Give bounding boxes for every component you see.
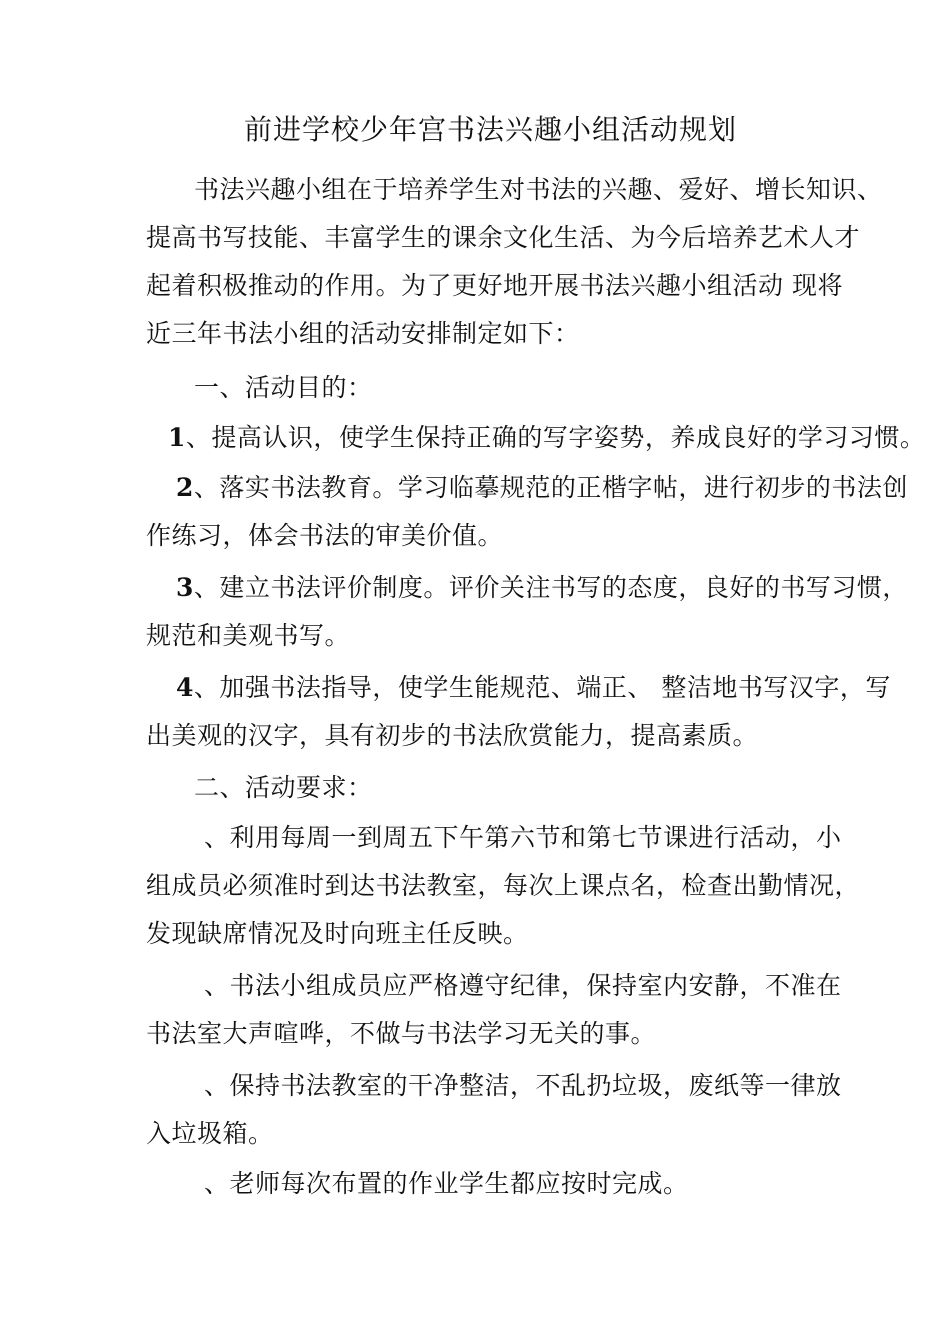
section1-heading: 一、活动目的：: [194, 373, 373, 402]
goal-item-1-number: 1: [168, 423, 186, 452]
req-item-3-line-1: 、保持书法教室的干净整洁，不乱扔垃圾，废纸等一律放: [204, 1071, 842, 1100]
intro-line-4: 近三年书法小组的活动安排制定如下：: [146, 319, 580, 348]
req-item-4-line-1: 、老师每次布置的作业学生都应按时完成。: [204, 1169, 689, 1198]
goal-item-2-text: 、落实书法教育。学习临摹规范的正楷字帖，进行初步的书法创: [193, 473, 908, 502]
goal-item-1: [168, 422, 925, 454]
page-title: 前进学校少年宫书法兴趣小组活动规划: [244, 113, 738, 146]
req-item-2-line-2: 书法室大声喧哗，不做与书法学习无关的事。: [146, 1019, 657, 1048]
goal-item-3-number: 3: [176, 573, 194, 602]
section2-heading: 二、活动要求：: [194, 773, 373, 802]
goal-item-2-number: 2: [176, 473, 194, 502]
goal-item-4-number: 4: [176, 673, 194, 702]
intro-line-1: 书法兴趣小组在于培养学生对书法的兴趣、爱好、增长知识、: [194, 175, 883, 204]
goal-item-3: [176, 572, 908, 604]
goal-item-3-text: 、建立书法评价制度。评价关注书写的态度，良好的书写习惯，: [193, 573, 908, 602]
goal-item-3-cont: 规范和美观书写。: [146, 621, 351, 650]
goal-item-2: [176, 472, 908, 504]
req-item-1-line-2: 组成员必须准时到达书法教室，每次上课点名，检查出勤情况，: [146, 871, 861, 900]
req-item-2-line-1: 、书法小组成员应严格遵守纪律，保持室内安静，不准在: [204, 971, 842, 1000]
req-item-1-line-1: 、利用每周一到周五下午第六节和第七节课进行活动，小: [204, 823, 842, 852]
goal-item-4-cont: 出美观的汉字，具有初步的书法欣赏能力，提高素质。: [146, 721, 759, 750]
goal-item-4: [176, 672, 891, 704]
req-item-1-line-3: 发现缺席情况及时向班主任反映。: [146, 919, 529, 948]
goal-item-4-text: 、加强书法指导，使学生能规范、端正、 整洁地书写汉字，写: [193, 673, 891, 702]
intro-line-2: 提高书写技能、丰富学生的课余文化生活、为今后培养艺术人才: [146, 223, 861, 252]
req-item-3-line-2: 入垃圾箱。: [146, 1119, 274, 1148]
intro-line-3: 起着积极推动的作用。为了更好地开展书法兴趣小组活动 现将: [146, 271, 843, 300]
goal-item-2-cont: 作练习，体会书法的审美价值。: [146, 521, 504, 550]
goal-item-1-text: 、提高认识，使学生保持正确的写字姿势，养成良好的学习习惯。: [185, 423, 926, 452]
